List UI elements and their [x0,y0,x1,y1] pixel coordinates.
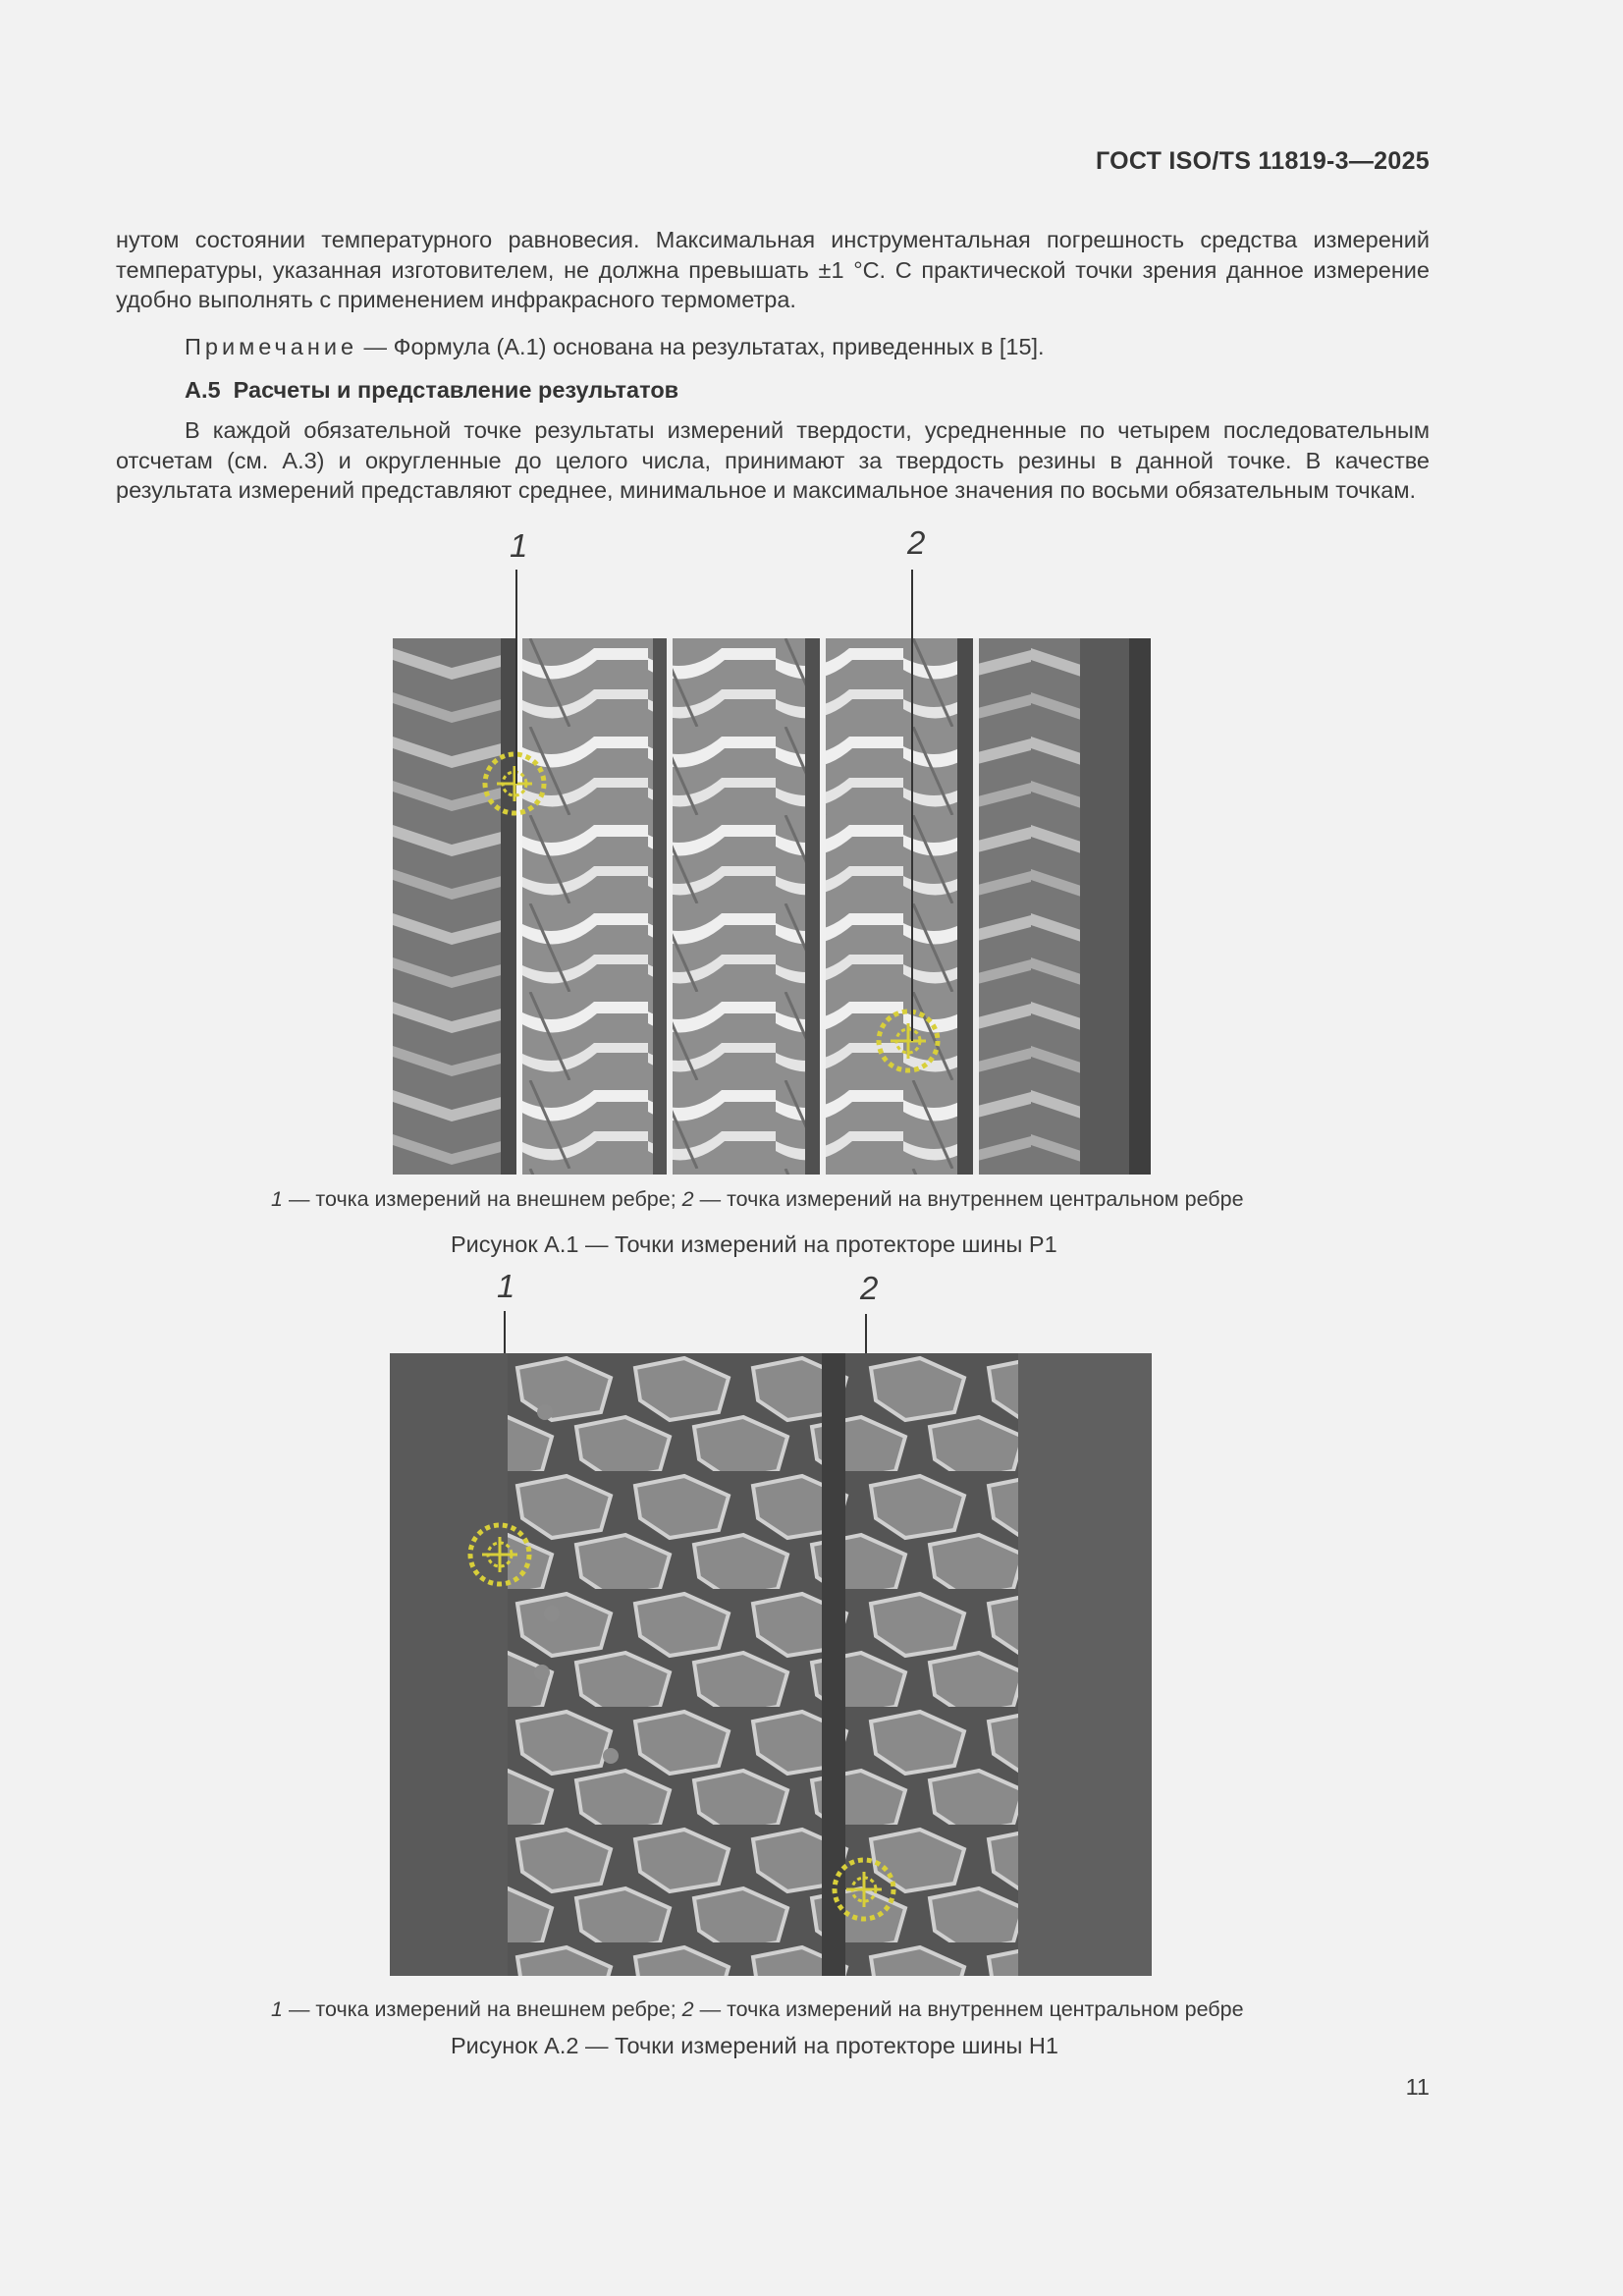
figure2-legend-number-1: 1 [271,1997,283,2021]
figure2-legend-text-1: — точка измерений на внешнем ребре; [282,1997,682,2021]
figure2-legend [271,1997,1244,2022]
figure1-legend-text-1: — точка измерений на внешнем ребре; [282,1187,682,1211]
figure1-marker-2: 2 [907,524,926,561]
paragraph-text: В каждой обязательной точке результаты измерений твердости, усредненные по четырем последовательным отсчетам (см. А.3) и округленные до целого числа, принимают за твердость резины в данной точке. В качестве результата измерений представляют среднее, минимальное и максимальное значения по восьми обязательным точкам. [116,417,1430,503]
note-label: Примечание [185,334,358,359]
figure1-title: Рисунок А.1 — Точки измерений на протекторе шины Р1 [451,1231,1057,1257]
paragraph-text: нутом состоянии температурного равновесия. Максимальная инструментальная погрешность средства измерений температуры, указанная изготовителем, не должна превышать ±1 °С. С практической точки зрения данное измерение удобно выполнять с применением инфракрасного термометра. [116,227,1430,312]
figure2-legend-number-2: 2 [681,1997,694,2021]
figure2-title: Рисунок А.2 — Точки измерений на протекторе шины Н1 [451,2033,1058,2058]
paragraph-continuation [116,225,1430,315]
figure1-legend [271,1187,1244,1212]
section-title: Расчеты и представление результатов [233,377,679,403]
figure2-marker-2: 2 [860,1270,879,1306]
figure2-legend-text-2: — точка измерений на внутреннем центральном ребре [693,1997,1244,2021]
note [185,334,1045,360]
figure1-legend-number-1: 1 [271,1187,283,1211]
section-heading [185,377,678,404]
section-number: А.5 [185,377,221,403]
figure1-marker-1: 1 [510,527,528,564]
document-id: ГОСТ ISO/TS 11819-3—2025 [1095,147,1430,175]
figure1-tire-photo [393,638,1151,1175]
figure2-tire-photo [390,1353,1152,1976]
note-text: — Формула (А.1) основана на результатах, приведенных в [15]. [357,334,1045,359]
figure1-legend-text-2: — точка измерений на внутреннем центральном ребре [693,1187,1244,1211]
page-number: 11 [1405,2074,1430,2100]
paragraph-results [116,415,1430,506]
figure2-marker-1: 1 [497,1268,515,1304]
figure1-legend-number-2: 2 [681,1187,694,1211]
